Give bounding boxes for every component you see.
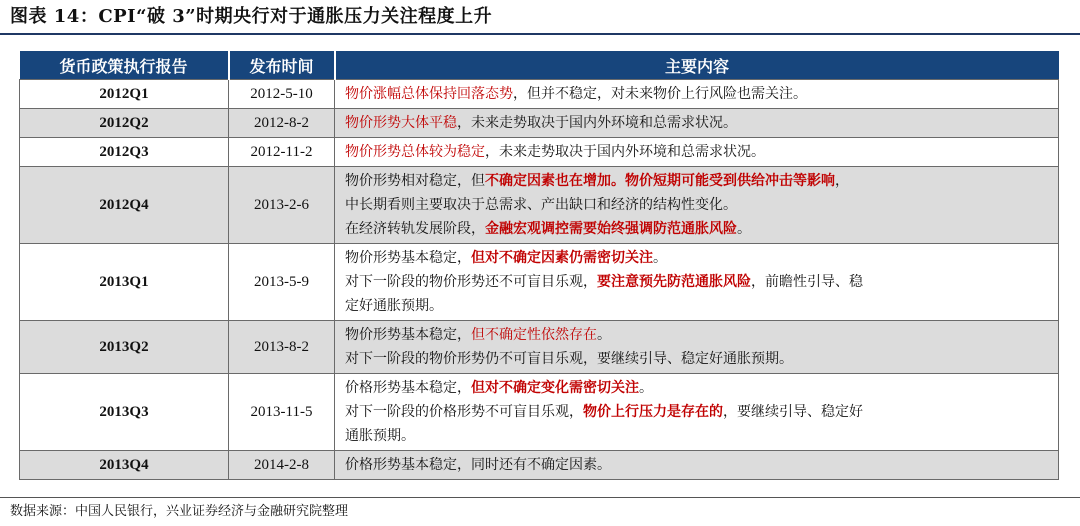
- content-text: 通胀预期。: [345, 428, 415, 444]
- content-line: [345, 246, 1050, 270]
- content-line: [345, 82, 1050, 106]
- content-text: 物价形势相对稳定，但: [345, 173, 485, 189]
- highlighted-text: 物价形势大体平稳: [345, 115, 457, 131]
- table-row: [20, 167, 1059, 244]
- table-body: [20, 80, 1059, 480]
- highlighted-text: 但对不确定变化需密切关注: [471, 380, 639, 396]
- highlighted-text: 但不确定性依然存在: [471, 327, 597, 343]
- content-text: 定好通胀预期。: [345, 298, 443, 314]
- content-text: ，未来走势取决于国内外环境和总需求状况。: [457, 115, 737, 131]
- highlighted-text: 不确定因素也在增加。物价短期可能受到供给冲击等影响: [485, 173, 835, 189]
- main-content: [335, 109, 1059, 138]
- content-text: 物价形势基本稳定，: [345, 250, 471, 266]
- content-text: ，前瞻性引导、稳: [751, 274, 863, 290]
- report-period: 2013Q2: [20, 321, 229, 374]
- content-line: [345, 217, 1050, 241]
- content-line: [345, 323, 1050, 347]
- main-content: [335, 321, 1059, 374]
- header-date: 发布时间: [229, 51, 335, 80]
- table-row: [20, 374, 1059, 451]
- title-divider: [0, 33, 1080, 35]
- release-date: 2012-11-2: [229, 138, 335, 167]
- release-date: 2013-5-9: [229, 244, 335, 321]
- header-content: 主要内容: [335, 51, 1059, 80]
- table-row: [20, 321, 1059, 374]
- release-date: 2012-5-10: [229, 80, 335, 109]
- highlighted-text: 要注意预先防范通胀风险: [597, 274, 751, 290]
- table-row: [20, 451, 1059, 480]
- highlighted-text: 物价涨幅总体保持回落态势: [345, 86, 513, 102]
- content-line: [345, 270, 1050, 294]
- content-line: [345, 294, 1050, 318]
- highlighted-text: 但对不确定因素仍需密切关注: [471, 250, 653, 266]
- content-text: 对下一阶段的物价形势还不可盲目乐观，: [345, 274, 597, 290]
- source-divider: [0, 497, 1080, 498]
- content-line: [345, 347, 1050, 371]
- content-text: 在经济转轨发展阶段，: [345, 221, 485, 237]
- report-period: 2012Q1: [20, 80, 229, 109]
- table-row: [20, 80, 1059, 109]
- report-period: 2012Q3: [20, 138, 229, 167]
- report-period: 2013Q4: [20, 451, 229, 480]
- content-text: ，: [835, 173, 849, 189]
- figure-title: 图表 14：CPI“破 3”时期央行对于通胀压力关注程度上升: [10, 6, 493, 27]
- highlighted-text: 物价形势总体较为稳定: [345, 144, 485, 160]
- content-text: ，要继续引导、稳定好: [723, 404, 863, 420]
- content-text: 价格形势基本稳定，: [345, 380, 471, 396]
- release-date: 2013-11-5: [229, 374, 335, 451]
- highlighted-text: 物价上行压力是存在的: [583, 404, 723, 420]
- content-text: 。: [737, 221, 751, 237]
- release-date: 2012-8-2: [229, 109, 335, 138]
- main-content: [335, 451, 1059, 480]
- table-row: [20, 109, 1059, 138]
- main-content: [335, 374, 1059, 451]
- content-line: [345, 140, 1050, 164]
- content-line: [345, 111, 1050, 135]
- content-text: 价格形势基本稳定，同时还有不确定因素。: [345, 457, 611, 473]
- header-report: 货币政策执行报告: [20, 51, 229, 80]
- report-period: 2012Q4: [20, 167, 229, 244]
- table-row: [20, 244, 1059, 321]
- content-line: [345, 193, 1050, 217]
- content-line: [345, 424, 1050, 448]
- main-content: [335, 138, 1059, 167]
- content-text: 。: [597, 327, 611, 343]
- content-text: 对下一阶段的价格形势不可盲目乐观，: [345, 404, 583, 420]
- content-text: 对下一阶段的物价形势仍不可盲目乐观，要继续引导、稳定好通胀预期。: [345, 351, 793, 367]
- release-date: 2014-2-8: [229, 451, 335, 480]
- content-line: [345, 169, 1050, 193]
- release-date: 2013-8-2: [229, 321, 335, 374]
- content-line: [345, 453, 1050, 477]
- content-line: [345, 376, 1050, 400]
- policy-report-table: [19, 51, 1059, 480]
- report-period: 2013Q3: [20, 374, 229, 451]
- report-period: 2013Q1: [20, 244, 229, 321]
- report-period: 2012Q2: [20, 109, 229, 138]
- main-content: [335, 167, 1059, 244]
- main-content: [335, 244, 1059, 321]
- content-text: 。: [639, 380, 653, 396]
- table-header-row: [20, 51, 1059, 80]
- content-text: ，但并不稳定，对未来物价上行风险也需关注。: [513, 86, 807, 102]
- table-row: [20, 138, 1059, 167]
- content-text: 中长期看则主要取决于总需求、产出缺口和经济的结构性变化。: [345, 197, 737, 213]
- release-date: 2013-2-6: [229, 167, 335, 244]
- content-text: 物价形势基本稳定，: [345, 327, 471, 343]
- main-content: [335, 80, 1059, 109]
- content-line: [345, 400, 1050, 424]
- source-note: 数据来源：中国人民银行，兴业证券经济与金融研究院整理: [10, 504, 349, 519]
- highlighted-text: 金融宏观调控需要始终强调防范通胀风险: [485, 221, 737, 237]
- content-text: ，未来走势取决于国内外环境和总需求状况。: [485, 144, 765, 160]
- content-text: 。: [653, 250, 667, 266]
